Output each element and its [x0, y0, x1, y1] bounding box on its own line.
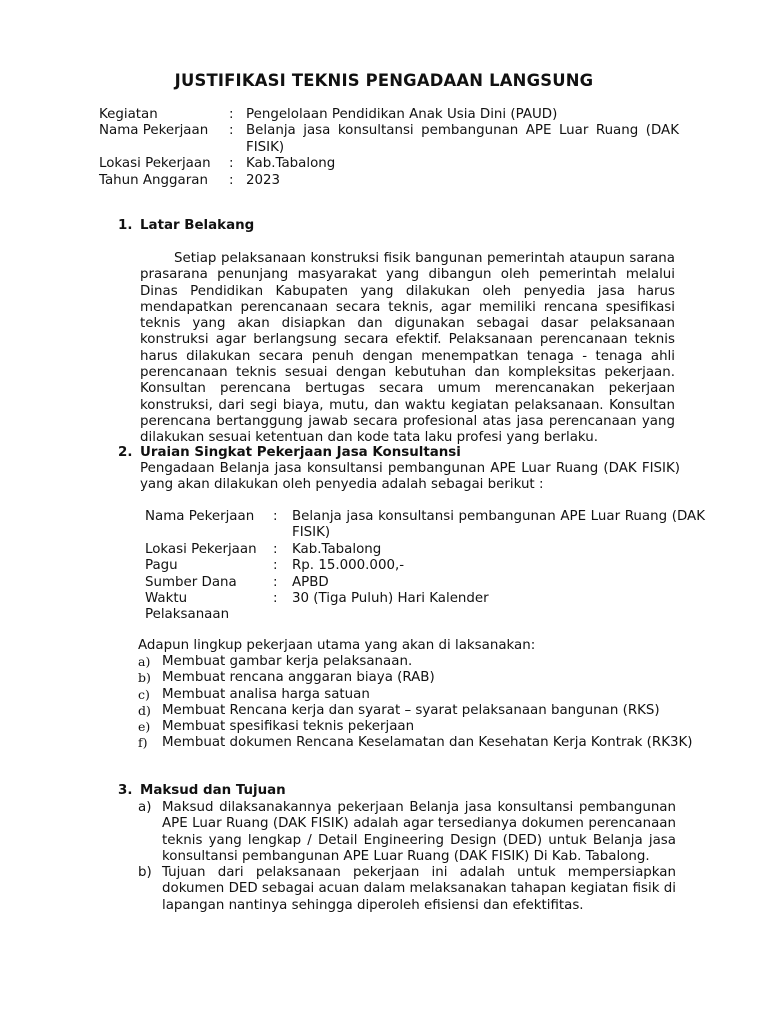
list-item: [138, 735, 698, 751]
section-1-heading: [118, 218, 254, 233]
purpose-list: [138, 800, 676, 914]
info-row-kegiatan: Kegiatan : Pengelolaan Pendidikan Anak Usia Dini (PAUD): [99, 107, 679, 123]
detail-value: 30 (Tiga Puluh) Hari Kalender: [292, 591, 489, 607]
list-text: Maksud dilaksanakannya pekerjaan Belanja jasa konsultansi pembangunan APE Luar Ruang (DAK FISIK) adalah agar tersedianya dokumen perencanaan teknis yang lengkap / Detail Engineering Design (DED) untuk Belanja jasa konsultansi pembangunan APE Luar Ruang (DAK FISIK) Di Kab. Tabalong.: [162, 800, 676, 864]
list-marker: b): [138, 670, 151, 686]
section-2-heading: [118, 445, 461, 460]
list-text: Tujuan dari pelaksanaan pekerjaan ini adalah untuk mempersiapkan dokumen DED sebagai acuan dalam melaksanakan tahapan kegiatan fisik di lapangan nantinya sehingga diperoleh efisiensi dan efektifitas.: [162, 865, 676, 913]
detail-value: APBD: [292, 574, 329, 590]
section-2-intro: Pengadaan Belanja jasa konsultansi pembangunan APE Luar Ruang (DAK FISIK) yang akan dilakukan oleh penyedia adalah sebagai berikut :: [140, 461, 680, 493]
info-label: Tahun Anggaran: [99, 172, 208, 188]
info-value: Belanja jasa konsultansi pembangunan APE Luar Ruang (DAK FISIK): [246, 123, 679, 155]
info-label: Nama Pekerjaan: [99, 123, 209, 139]
info-label: Kegiatan: [99, 107, 158, 122]
list-marker: c): [138, 686, 150, 702]
section-number: 1.: [118, 218, 133, 233]
list-marker: a): [138, 654, 151, 669]
detail-row: Nama Pekerjaan : Belanja jasa konsultansi pembangunan APE Luar Ruang (DAK FISIK): [145, 509, 705, 541]
list-text: Membuat spesifikasi teknis pekerjaan: [162, 719, 415, 735]
info-value: Pengelolaan Pendidikan Anak Usia Dini (PAUD): [246, 107, 558, 122]
section-3-heading: [118, 783, 286, 798]
detail-label: Waktu Pelaksanaan: [145, 591, 230, 623]
detail-row: Lokasi Pekerjaan : Kab.Tabalong: [145, 542, 705, 558]
detail-label: Pagu: [145, 558, 178, 574]
detail-label: Sumber Dana: [145, 574, 237, 590]
work-details: [145, 509, 705, 624]
info-value: 2023: [246, 172, 281, 188]
list-item: [138, 687, 698, 703]
section-number: 3.: [118, 783, 133, 798]
list-item: [138, 670, 698, 686]
section-title: Latar Belakang: [140, 218, 255, 233]
detail-label: Lokasi Pekerjaan: [145, 541, 257, 557]
detail-label: Nama Pekerjaan: [145, 509, 255, 524]
detail-row: Pagu : Rp. 15.000.000,-: [145, 558, 705, 574]
document-title: JUSTIFIKASI TEKNIS PENGADAAN LANGSUNG: [174, 71, 594, 90]
list-text: Membuat gambar kerja pelaksanaan.: [162, 654, 413, 669]
info-row-nama-pekerjaan: Nama Pekerjaan : Belanja jasa konsultansi pembangunan APE Luar Ruang (DAK FISIK): [99, 123, 679, 155]
list-text: Membuat Rencana kerja dan syarat – syarat pelaksanaan bangunan (RKS): [162, 702, 660, 718]
info-row-lokasi: Lokasi Pekerjaan : Kab.Tabalong: [99, 156, 679, 172]
section-title: Maksud dan Tujuan: [140, 783, 286, 798]
detail-value: Rp. 15.000.000,-: [292, 558, 405, 574]
scope-list: [138, 654, 698, 752]
detail-row: Sumber Dana : APBD: [145, 575, 705, 591]
section-title: Uraian Singkat Pekerjaan Jasa Konsultansi: [140, 445, 461, 460]
list-marker: b): [138, 865, 152, 881]
info-label: Lokasi Pekerjaan: [99, 156, 211, 172]
list-marker: a): [138, 800, 152, 815]
section-number: 2.: [118, 445, 133, 460]
list-item: [138, 719, 698, 735]
list-text: Membuat analisa harga satuan: [162, 686, 370, 702]
detail-value: Kab.Tabalong: [292, 541, 382, 557]
list-marker: d): [138, 702, 151, 718]
detail-row: Waktu Pelaksanaan : 30 (Tiga Puluh) Hari Kalender: [145, 591, 705, 624]
list-item: [138, 800, 676, 865]
list-item: [138, 654, 698, 670]
list-text: Membuat rencana anggaran biaya (RAB): [162, 670, 435, 686]
list-marker: f): [138, 735, 148, 751]
list-item: [138, 865, 676, 914]
scope-intro: Adapun lingkup pekerjaan utama yang akan di laksanakan:: [138, 638, 536, 653]
info-row-tahun: Tahun Anggaran : 2023: [99, 173, 679, 189]
detail-value: Belanja jasa konsultansi pembangunan APE Luar Ruang (DAK FISIK): [292, 509, 705, 541]
list-marker: e): [138, 719, 151, 735]
list-text: Membuat dokumen Rencana Keselamatan dan Kesehatan Kerja Kontrak (RK3K): [162, 735, 693, 751]
list-item: [138, 703, 698, 719]
info-value: Kab.Tabalong: [246, 156, 336, 172]
section-1-body: Setiap pelaksanaan konstruksi fisik bangunan pemerintah ataupun sarana prasarana penunjang masyarakat yang dibangun oleh pemerintah melalui Dinas Pendidikan Kabupaten yang dilakukan oleh penyedia jasa harus mendapatkan perencanaan secara teknis, agar memiliki rencana spesifikasi teknis yang akan disiapkan dan digunakan sebagai dasar pelaksanaan konstruksi agar berlangsung secara efektif. Pelaksanaan perencanaan teknis harus dilakukan secara penuh dengan menempatkan tenaga - tenaga ahli perencanaan teknis sesuai dengan kebutuhan dan kompleksitas pekerjaan. Konsultan perencana bertugas secara umum merencanakan pekerjaan konstruksi, dari segi biaya, mutu, dan waktu kegiatan pelaksanaan. Konsultan perencana bertanggung jawab secara profesional atas jasa perencanaan yang dilakukan sesuai ketentuan dan kode tata laku profesi yang berlaku.: [140, 251, 675, 446]
info-block: [99, 107, 679, 189]
